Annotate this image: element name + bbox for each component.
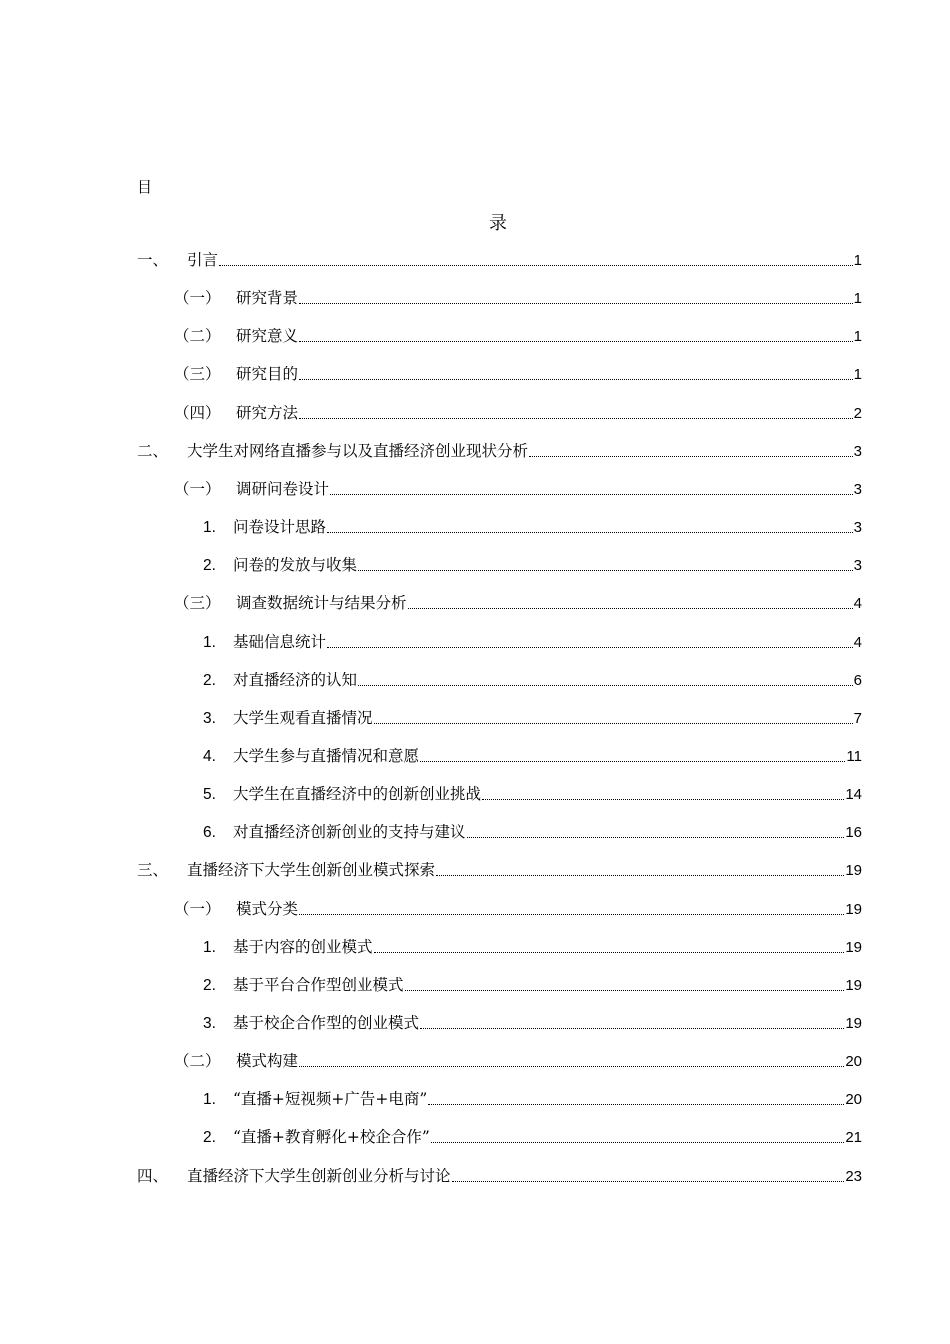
toc-entry-number: 3.	[203, 1015, 216, 1032]
toc-dot-leader	[374, 723, 853, 724]
toc-dot-leader	[436, 875, 844, 876]
toc-entry-number: 1.	[203, 1091, 216, 1108]
toc-entry-page-number: 4	[853, 634, 862, 651]
toc-entry[interactable]	[203, 1086, 862, 1112]
toc-entry[interactable]	[203, 781, 862, 807]
toc-dot-leader	[327, 532, 853, 533]
toc-entry-title: 模式分类	[236, 900, 299, 918]
toc-dot-leader	[405, 990, 845, 991]
toc-entry-title: 基于平台合作型创业模式	[233, 976, 404, 994]
toc-entry-number: 1.	[203, 634, 216, 651]
toc-entry-number: 二、	[137, 442, 169, 460]
toc-entry-page-number: 3	[853, 481, 862, 498]
toc-entry-title: 问卷设计思路	[233, 518, 327, 536]
toc-entry-title: 模式构建	[236, 1052, 299, 1070]
toc-entry-page-number: 1	[853, 252, 862, 269]
toc-dot-leader	[299, 1066, 844, 1067]
toc-entry-title: 对直播经济创新创业的支持与建议	[233, 823, 466, 841]
toc-entry-number: （四）	[174, 404, 221, 422]
toc-entry[interactable]	[203, 1124, 862, 1150]
toc-entry-page-number: 3	[853, 557, 862, 574]
toc-entry-number: （三）	[174, 365, 221, 383]
toc-entry-title: 研究方法	[236, 404, 299, 422]
toc-entry[interactable]	[174, 285, 862, 311]
toc-entry-page-number: 11	[846, 748, 862, 765]
toc-entry[interactable]	[174, 1048, 862, 1074]
toc-entry-page-number: 21	[845, 1129, 862, 1146]
toc-entry-title: “直播+短视频+广告+电商”	[233, 1090, 428, 1108]
toc-entry-number: 2.	[203, 977, 216, 994]
toc-entry-title: 调查数据统计与结果分析	[236, 594, 407, 612]
toc-entry[interactable]	[137, 247, 862, 273]
toc-entry-page-number: 19	[845, 901, 862, 918]
toc-entry-title: 直播经济下大学生创新创业分析与讨论	[187, 1167, 451, 1185]
toc-heading-part1: 目	[137, 178, 153, 196]
toc-entry-title: 基于校企合作型的创业模式	[233, 1014, 420, 1032]
toc-entry-title: 大学生对网络直播参与以及直播经济创业现状分析	[187, 442, 529, 460]
toc-dot-leader	[219, 265, 853, 266]
toc-entry[interactable]	[174, 323, 862, 349]
toc-entry[interactable]	[203, 705, 862, 731]
toc-entry-page-number: 16	[845, 824, 862, 841]
toc-entry[interactable]	[137, 438, 862, 464]
toc-entry-title: 大学生参与直播情况和意愿	[233, 747, 420, 765]
toc-entry-page-number: 3	[853, 519, 862, 536]
toc-entry-page-number: 20	[845, 1053, 862, 1070]
toc-entry[interactable]	[203, 552, 862, 578]
toc-entry-title: 研究目的	[236, 365, 299, 383]
toc-entry-number: 2.	[203, 557, 216, 574]
toc-entry[interactable]	[137, 857, 862, 883]
toc-dot-leader	[374, 952, 845, 953]
toc-entry-title: 问卷的发放与收集	[233, 556, 358, 574]
toc-dot-leader	[330, 494, 853, 495]
toc-entry-number: （一）	[174, 289, 221, 307]
toc-entry[interactable]	[203, 514, 862, 540]
toc-entry-number: （一）	[174, 480, 221, 498]
toc-entry-title: 研究意义	[236, 327, 299, 345]
toc-entry-number: 四、	[137, 1167, 169, 1185]
toc-entry-page-number: 1	[853, 290, 862, 307]
toc-heading-part2: 录	[489, 213, 507, 234]
toc-dot-leader	[299, 303, 853, 304]
toc-entry-number: 3.	[203, 710, 216, 727]
toc-dot-leader	[420, 761, 845, 762]
toc-entry-page-number: 1	[853, 366, 862, 383]
toc-dot-leader	[431, 1142, 844, 1143]
toc-entry-page-number: 19	[845, 939, 862, 956]
toc-entry-title: 研究背景	[236, 289, 299, 307]
toc-entry[interactable]	[174, 590, 862, 616]
toc-entry-number: 三、	[137, 861, 169, 879]
toc-dot-leader	[299, 341, 853, 342]
toc-entry-number: 2.	[203, 672, 216, 689]
toc-entry-number: 6.	[203, 824, 216, 841]
toc-dot-leader	[408, 608, 853, 609]
toc-entry-number: （一）	[174, 900, 221, 918]
toc-entry[interactable]	[203, 743, 862, 769]
toc-dot-leader	[299, 418, 853, 419]
toc-entry[interactable]	[203, 934, 862, 960]
toc-entry-title: 大学生观看直播情况	[233, 709, 373, 727]
toc-entry-number: （二）	[174, 1052, 221, 1070]
toc-entry-page-number: 20	[845, 1091, 862, 1108]
toc-entry-page-number: 23	[845, 1168, 862, 1185]
toc-entry[interactable]	[174, 400, 862, 426]
toc-entry-page-number: 1	[853, 328, 862, 345]
toc-entry[interactable]	[203, 1010, 862, 1036]
toc-entry-page-number: 19	[845, 1015, 862, 1032]
toc-entry-number: 1.	[203, 939, 216, 956]
toc-entry-title: 基于内容的创业模式	[233, 938, 373, 956]
toc-entry-number: 5.	[203, 786, 216, 803]
toc-entry-page-number: 2	[853, 405, 862, 422]
toc-dot-leader	[299, 379, 853, 380]
toc-entry-page-number: 7	[853, 710, 862, 727]
toc-dot-leader	[428, 1104, 844, 1105]
toc-entry-title: “直播+教育孵化+校企合作”	[233, 1128, 430, 1146]
toc-entry-number: （三）	[174, 594, 221, 612]
toc-entry[interactable]	[174, 361, 862, 387]
toc-entry-title: 基础信息统计	[233, 633, 327, 651]
toc-entry-title: 对直播经济的认知	[233, 671, 358, 689]
toc-entry-page-number: 19	[845, 862, 862, 879]
toc-entry-title: 调研问卷设计	[236, 480, 330, 498]
toc-dot-leader	[299, 914, 844, 915]
toc-entry[interactable]	[203, 667, 862, 693]
toc-entry[interactable]	[203, 629, 862, 655]
toc-entry-number: （二）	[174, 327, 221, 345]
toc-entry-title: 直播经济下大学生创新创业模式探索	[187, 861, 436, 879]
toc-entry-number: 2.	[203, 1129, 216, 1146]
toc-entry-page-number: 4	[853, 595, 862, 612]
toc-entry[interactable]	[203, 819, 862, 845]
toc-entry-title: 引言	[187, 251, 219, 269]
toc-dot-leader	[529, 456, 853, 457]
toc-entry[interactable]	[137, 1163, 862, 1189]
toc-entry-page-number: 6	[853, 672, 862, 689]
toc-entry-page-number: 14	[845, 786, 862, 803]
toc-dot-leader	[467, 837, 845, 838]
toc-entry-number: 4.	[203, 748, 216, 765]
toc-dot-leader	[452, 1181, 845, 1182]
toc-entry-page-number: 3	[853, 443, 862, 460]
toc-entry[interactable]	[174, 896, 862, 922]
toc-dot-leader	[358, 570, 853, 571]
toc-dot-leader	[482, 799, 844, 800]
toc-entry[interactable]	[203, 972, 862, 998]
toc-dot-leader	[358, 685, 853, 686]
toc-dot-leader	[420, 1028, 844, 1029]
toc-entry-page-number: 19	[845, 977, 862, 994]
toc-entry-title: 大学生在直播经济中的创新创业挑战	[233, 785, 482, 803]
toc-dot-leader	[327, 647, 853, 648]
toc-entry[interactable]	[174, 476, 862, 502]
toc-entry-number: 一、	[137, 251, 169, 269]
toc-entry-number: 1.	[203, 519, 216, 536]
